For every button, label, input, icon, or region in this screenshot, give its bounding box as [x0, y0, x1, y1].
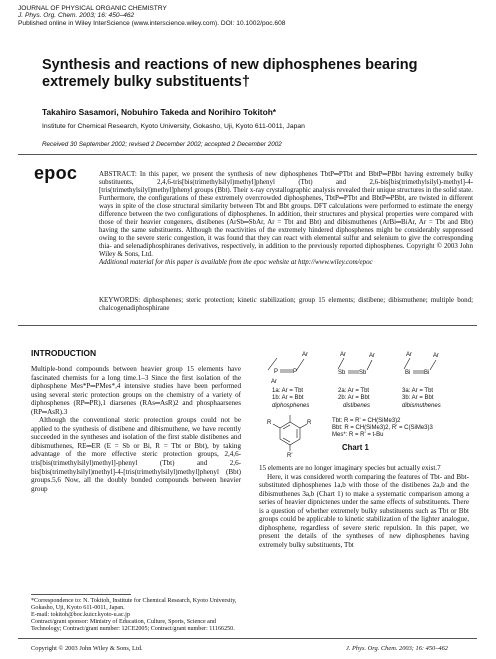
- abstract: [99, 170, 473, 266]
- section-heading: INTRODUCTION: [31, 348, 97, 358]
- compound-2a: 2a: Ar = Tbt: [338, 388, 370, 394]
- bbt-definition: Bbt: R = CH(SiMe3)2, R' = C(SiMe3)3: [332, 425, 433, 431]
- mes-definition: Mes*: R = R' = t-Bu: [332, 432, 384, 438]
- class-name: dibismuthenes: [402, 403, 441, 409]
- bi-atom-label: Bi: [405, 370, 411, 376]
- compound-2b: 2b: Ar = Bbt: [338, 395, 370, 401]
- keywords: KEYWORDS: diphosphenes; steric protection; kinetic stabilization; group 15 elements; distibene; dibismuthene; multiple bond; chalcogenadiphosphirane: [99, 296, 473, 312]
- compound-1b: 1b: Ar = Bbt: [272, 395, 304, 401]
- compound-3b: 3b: Ar = Bbt: [402, 395, 434, 401]
- journal-header: [18, 5, 285, 27]
- p-atom-label: P: [293, 369, 298, 375]
- doi-line: Published online in Wiley InterScience (www.interscience.wiley.com). DOI: 10.1002/poc.608: [18, 19, 286, 27]
- abstract-text: ABSTRACT: In this paper, we present the synthesis of new diphosphenes TbtP═PTbt and BbtP═PBbt having extremely bulky substituents, 2,4,6-tris[bis(trimethylsilyl)methyl]phenyl (Tbt) and 2,6-bis[bis(trimethylsilyl)-methyl]-4-[tris(trimethylsilyl)methyl]phenyl groups (Bbt). Their x-ray crystallographic analysis revealed their unique structures in the solid state. Furthermore, the configurations of these extremely overcrowded diphosphenes, TbtP═PTbt and BbtP═PBbt, are twisted in different ways in spite of the close structural similarity between Tbt and Bbt groups. DFT calculations were performed to estimate the energy difference between the two configurations of diphosphenes. In addition, their structures and physical properties were compared with those of their heavier congeners, distibenes (ArSb═SbAr, Ar = Tbt and Bbt) and dibismuthenes (ArBi═BiAr, Ar = Tbt and Bbt) having the same substituents. Although the reactivities of the extremely hindered diphosphenes might be considerably suppressed owing to the severe steric congestion, it was found that they can react with elemental sulfur and selenium to give the corresponding thia- and selenadiphosphiranes derivatives, respectively, in addition to the previously reported diphosphenes. Copyright © 2003 John Wiley & Sons, Ltd.: [99, 170, 473, 258]
- divider: [18, 325, 477, 326]
- correspondence-note: *Correspondence to: N. Tokitoh, Institute for Chemical Research, Kyoto University, Gokasho, Uji, Kyoto 611-0011, Japan.: [31, 598, 237, 611]
- paper-title: Synthesis and reactions of new diphosphenes bearing extremely bulky substituents†: [42, 57, 418, 90]
- sb-atom-label: Sb: [338, 370, 346, 376]
- copyright-footer: Copyright © 2003 John Wiley & Sons, Ltd.: [31, 645, 143, 652]
- ar-label: Ar: [406, 352, 412, 358]
- tbt-definition: Tbt: R = R' = CH(SiMe3)2: [332, 418, 401, 424]
- diphosphene-structure: [268, 352, 309, 409]
- sponsor-note: Contract/grant sponsor: Ministry of Education, Culture, Sports, Science and Technology; Contract/grant number: 12CE2005; Contract/grant number: 11166250.: [31, 619, 235, 632]
- class-name: diphosphenes: [272, 403, 310, 409]
- paragraph: Here, it was considered worth comparing the features of Tbt- and Bbt-substituted diphosphenes 1a,b with those of the distibenes 2a,b and the dibismuthenes 3a,b (Chart 1) to make a systematic comparison among a series of heavier dipnictenes under the same effects of substituents. There is a question of whether extremely bulky substituents such as Tbt or Bbt groups could be applicable to kinetic stabilization of the lighter analogue, diphosphene, regardless of severe steric repulsion. In this paper, we present the details of the syntheses of new diphosphenes having extremely bulky substituents, Tbt: [259, 472, 469, 549]
- email-note: E-mail: tokitoh@boc.kuicr.kyoto-u.ac.jp: [31, 612, 130, 618]
- received-dates: Received 30 September 2002; revised 2 December 2002; accepted 2 December 2002: [42, 141, 282, 148]
- sb-atom-label: Sb: [359, 370, 367, 376]
- bi-atom-label: Bi: [424, 370, 430, 376]
- ar-label: Ar: [369, 353, 375, 359]
- paragraph: 15 elements are no longer imaginary species but actually exist.7: [259, 464, 441, 472]
- p-atom-label: P: [274, 369, 279, 375]
- left-column: [31, 365, 241, 493]
- dibismuthene-structure: [402, 352, 441, 409]
- paragraph: Although the conventional steric protection groups could not be applied to the synthesis of distibene and dibismuthene, we have recently succeeded in the syntheses and isolation of the first stable distibenes and dibismuthenes, RE═ER (E = Sb or Bi, R = Tbt or Bbt), by taking advantage of the more effective steric protection groups, 2,4,6-tris[bis(trimethylsilyl)methyl]-phenyl (Tbt) and 2,6-bis[bis(trimethylsilyl)methyl]-4-[tris(trimethylsilyl)methyl]phenyl (Bbt) groups.5,6 Now, all the doubly bonded compounds between heavier group: [31, 416, 241, 493]
- chart-caption: Chart 1: [342, 443, 369, 452]
- author-list: Takahiro Sasamori, Nobuhiro Takeda and Norihiro Tokitoh*: [42, 107, 277, 117]
- footnote-divider: [31, 594, 131, 595]
- epoc-logo: epoc: [34, 163, 78, 183]
- ar-label: Ar: [271, 379, 277, 385]
- chemical-structures-chart: [250, 340, 480, 458]
- divider: [18, 638, 477, 639]
- distibene-structure: [338, 352, 375, 409]
- supplementary-note: Additional material for this paper is available from the epoc website at http://www.wiley.com/epoc: [99, 258, 373, 266]
- divider: [18, 154, 477, 155]
- paragraph: Multiple-bond compounds between heavier group 15 elements have fascinated chemists for a long time.1–3 Since the first isolation of the diphosphene Mes*P═PMes*,4 intensive studies have been performed using several steric protection groups on the chemistry of a variety of diphosphenes (RP═PR),1 diarsenes (RAs═AsR)2 and phosphaarsenes (RP═AsR).3: [31, 365, 241, 416]
- class-name: distibenes: [343, 403, 371, 409]
- affiliation: Institute for Chemical Research, Kyoto University, Gokasho, Uji, Kyoto 611-0011, Japan: [42, 123, 305, 130]
- journal-name: JOURNAL OF PHYSICAL ORGANIC CHEMISTRY: [18, 5, 167, 12]
- citation-footer: J. Phys. Org. Chem. 2003; 16: 450–462: [346, 645, 449, 652]
- ar-label: Ar: [302, 352, 308, 358]
- r-label: R: [307, 420, 312, 426]
- r-prime-label: R': [287, 453, 293, 458]
- compound-3a: 3a: Ar = Tbt: [402, 388, 434, 394]
- r-label: R: [267, 420, 272, 426]
- ar-label: Ar: [340, 352, 346, 358]
- citation: J. Phys. Org. Chem. 2003; 16: 450–462: [18, 12, 135, 20]
- ar-label: Ar: [433, 353, 439, 359]
- compound-1a: 1a: Ar = Tbt: [272, 388, 304, 394]
- footnote: [31, 598, 245, 633]
- right-column: [259, 464, 469, 549]
